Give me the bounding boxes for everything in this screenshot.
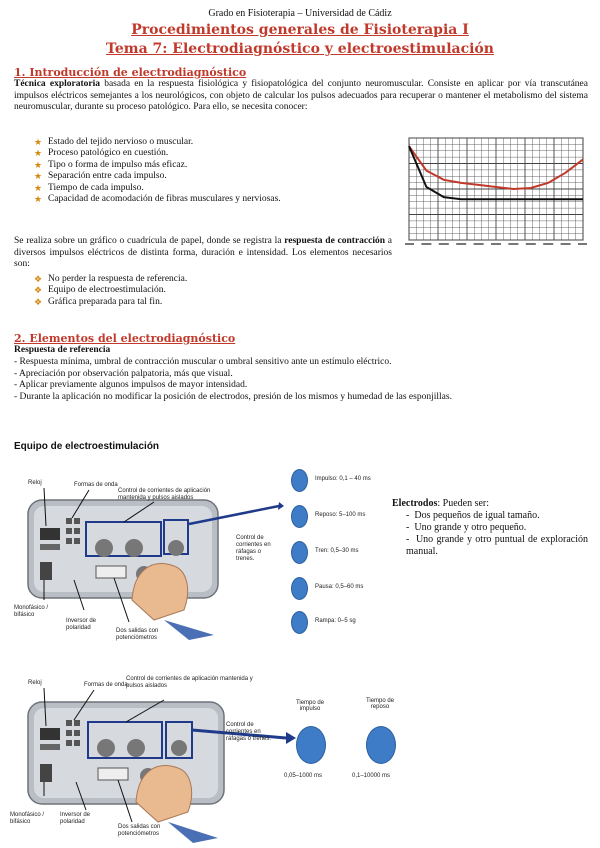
train-circle: [291, 541, 308, 564]
rest-time-circle: [366, 726, 396, 764]
impulse-time-circle: [296, 726, 326, 764]
requirements-list: [34, 137, 394, 205]
label-mono: Monofásico / bifásico: [14, 605, 49, 618]
list-item: ❖ Equipo de electroestimulación.: [34, 285, 166, 296]
star-icon: ★: [34, 171, 43, 182]
diamond-icon: ❖: [34, 285, 43, 296]
x-tick-mark: [508, 243, 518, 245]
impulse-circle: [291, 469, 308, 492]
ramp-circle: [291, 611, 308, 634]
label-inversor: Inversor de polaridad: [60, 812, 91, 825]
label-inversor: Inversor de polaridad: [66, 618, 97, 631]
star-icon: ★: [34, 194, 43, 205]
list-item: ❖ Gráfica preparada para tal fin.: [34, 296, 163, 307]
intro-lead: Técnica exploratoria: [14, 79, 100, 89]
list-item: ★ Tipo o forma de impulso más eficaz.: [34, 159, 188, 170]
label-formas: Formas de onda: [84, 682, 128, 688]
label-rafagas: Control de corrientes en ráfagas o trenes.: [226, 722, 272, 742]
star-icon: ★: [34, 148, 43, 159]
label-reloj: Reloj: [28, 680, 42, 686]
param-reposo: Reposo: 5–100 ms: [315, 512, 366, 518]
electrode-option: - Dos pequeños de igual tamaño.: [406, 510, 540, 521]
x-tick-mark: [456, 243, 466, 245]
x-tick-mark: [491, 243, 501, 245]
electrodes-title: Electrodos: Pueden ser:: [392, 498, 490, 509]
reference-subheading: Respuesta de referencia: [14, 345, 111, 355]
impulse-time-title: Tiempo de impulso: [295, 700, 325, 712]
x-tick-mark: [405, 243, 414, 245]
label-formas: Formas de onda: [74, 482, 118, 488]
rest-circle: [291, 505, 308, 528]
label-control: Control de corrientes de aplicación mantenida y pulsos aislados: [118, 488, 211, 501]
x-tick-mark: [543, 243, 553, 245]
impulse-time-value: 0,05–1000 ms: [284, 773, 323, 779]
reference-item: - Respuesta mínima, umbral de contracción muscular o umbral sensitivo ante un estímulo eléctrico.: [14, 357, 392, 367]
diamond-icon: ❖: [34, 296, 43, 307]
x-tick-mark: [526, 243, 536, 245]
label-reloj: Reloj: [28, 480, 42, 486]
label-salidas: Dos salidas con potenciómetros: [118, 824, 161, 837]
label-rafagas: Control de corrientes en ráfagas o trenes.: [236, 535, 271, 562]
rest-time-value: 0,1–10000 ms: [352, 773, 391, 779]
label-salidas: Dos salidas con potenciómetros: [116, 628, 159, 641]
section1-para2: Se realiza sobre un gráfico o cuadrícula de papel, donde se registra la respuesta de contracción a diversos impulsos eléctricos de distinta forma, duración e intensidad. Los elementos necesarios son:: [14, 236, 393, 270]
section1-intro: [14, 79, 588, 114]
equipment-heading: Equipo de electroestimulación: [14, 441, 160, 452]
page-subtitle: Tema 7: Electrodiagnóstico y electroestimulación: [106, 41, 494, 57]
rest-time-title: Tiempo de reposo: [365, 698, 395, 710]
intro-text: basada en la respuesta fisiológica y fisiopatológica del conjunto neuromuscular. Consiste en aplicar por vía transcutánea impulsos eléctricos semejantes a los neurológicos, con objeto de calcular los pulsos adecuados para recuperar o mantener el metabolismo del sistema neuromuscular, durante su proceso patológico. Para ello, se necesita conocer:: [14, 79, 588, 113]
param-tren: Tren: 0,5–30 ms: [315, 548, 359, 554]
list-item: ★ Separación entre cada impulso.: [34, 171, 167, 182]
list-item: ❖ No perder la respuesta de referencia.: [34, 274, 188, 284]
x-tick-mark: [578, 243, 587, 245]
diamond-icon: ❖: [34, 274, 43, 284]
section2-heading: 2. Elementos del electrodiagnóstico: [14, 332, 236, 345]
page-title: Procedimientos generales de Fisioterapia I: [131, 22, 469, 38]
param-pausa: Pausa: 0,5–60 ms: [315, 584, 364, 590]
reference-items: [14, 357, 588, 403]
reference-item: - Aplicar previamente algunos impulsos de mayor intensidad.: [14, 380, 248, 391]
electrode-option: - Uno grande y otro puntual de exploración manual.: [406, 534, 588, 557]
course-line: Grado en Fisioterapia – Universidad de Cádiz: [208, 8, 392, 19]
needs-list: [34, 274, 394, 308]
pause-circle: [291, 577, 308, 600]
list-item: ★ Estado del tejido nervioso o muscular.: [34, 137, 194, 147]
param-rampa: Rampa: 0–5 sg: [315, 618, 356, 624]
label-control: Control de corrientes de aplicación mantenida y pulsos aislados: [126, 676, 253, 689]
star-icon: ★: [34, 137, 43, 147]
star-icon: ★: [34, 159, 43, 170]
x-tick-mark: [561, 243, 571, 245]
section1-heading: 1. Introducción de electrodiagnóstico: [14, 66, 247, 79]
star-icon: ★: [34, 182, 43, 193]
stimulator-device-figure-2: [14, 668, 304, 843]
param-impulso: Impulso: 0,1 – 40 ms: [315, 476, 371, 482]
x-tick-mark: [421, 243, 431, 245]
list-item: ★ Proceso patológico en cuestión.: [34, 148, 169, 159]
list-item: ★ Capacidad de acomodación de fibras musculares y nerviosas.: [34, 194, 281, 205]
label-mono: Monofásico / bifásico: [10, 812, 45, 825]
x-tick-mark: [474, 243, 484, 245]
list-item: ★ Tiempo de cada impulso.: [34, 182, 144, 193]
reference-item: - Apreciación por observación palpatoria, más que visual.: [14, 368, 233, 379]
electrode-option: - Uno grande y otro pequeño.: [406, 522, 527, 533]
electrodiagnostic-chart: [405, 136, 587, 248]
chart-ticks: [405, 243, 587, 245]
x-tick-mark: [439, 243, 449, 245]
reference-item: - Durante la aplicación no modificar la posición de electrodos, presión de los mismos y humedad de las esponjillas.: [14, 391, 452, 402]
electrodes-block: [392, 498, 588, 558]
chart-grid: [409, 138, 583, 240]
